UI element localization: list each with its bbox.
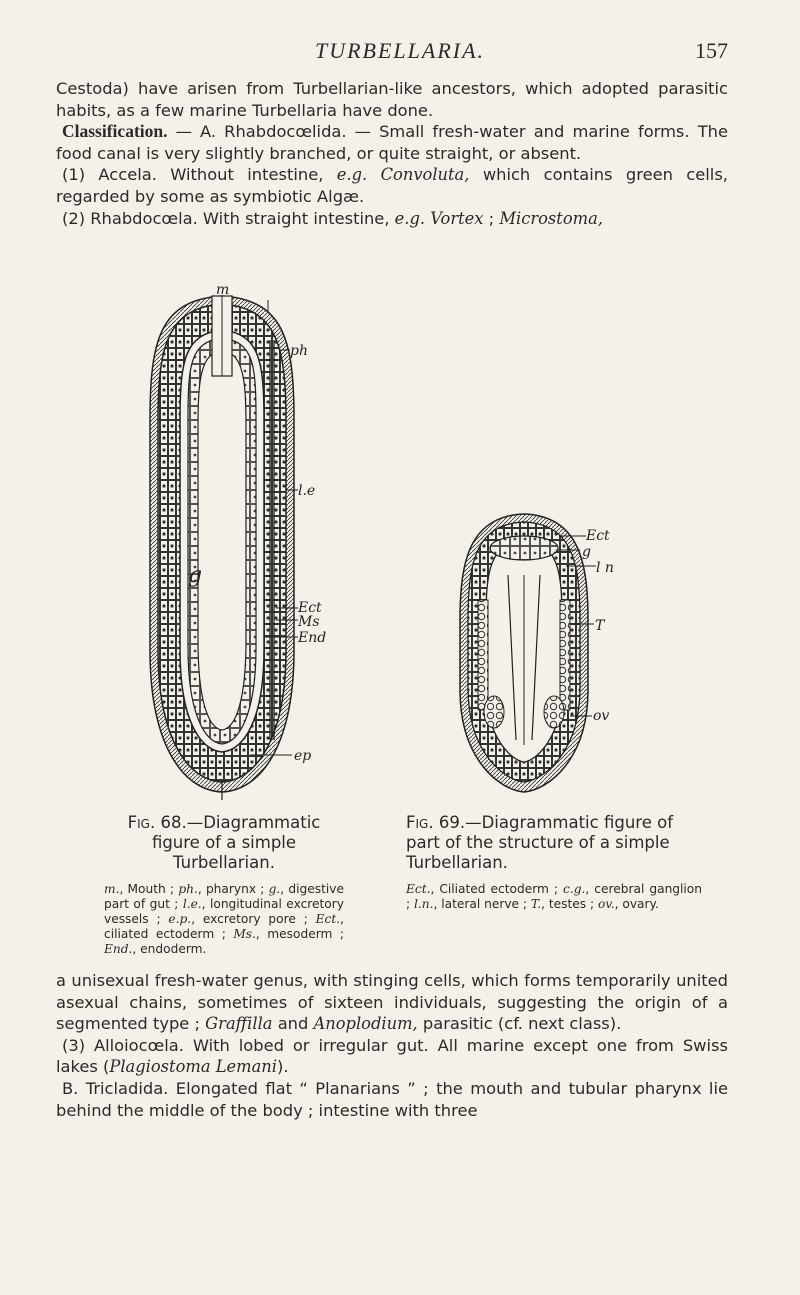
genus-anoplodium: Anoplodium,: [313, 1014, 418, 1034]
legend-text: , excretory pore ;: [191, 912, 316, 926]
legend-abbr: End.: [104, 942, 133, 956]
figure-69-caption: [406, 813, 702, 912]
caption-title-text: 68.—Diagrammatic figure of a simple Turbellarian.: [151, 813, 321, 872]
label-ov: ov: [593, 708, 610, 724]
legend-abbr: Ms.: [233, 927, 256, 941]
label-m: m: [216, 282, 230, 298]
legend-abbr: ov.: [597, 897, 615, 911]
figure-69-drawing: [460, 514, 596, 792]
label-t: T: [595, 618, 605, 634]
genus-microstoma: Microstoma,: [499, 208, 603, 228]
figure-68-drawing: [150, 296, 298, 800]
label-ln: l n: [596, 560, 614, 576]
label-g: g: [582, 544, 591, 560]
accela-text: (1) Accela. Without intestine,: [62, 165, 337, 185]
figure-69-legend: [406, 882, 702, 912]
eg-abbr: e.g.: [336, 165, 368, 185]
classification-heading: Classification.: [62, 121, 168, 142]
figure-69-caption-title: [406, 813, 702, 873]
paragraph-unisexual: [56, 970, 728, 1035]
genus-vortex: Vortex: [430, 208, 484, 228]
legend-text: , testes ;: [541, 897, 598, 911]
eg-abbr: e.g.: [394, 208, 426, 228]
running-title: TURBELLARIA.: [314, 38, 486, 63]
genus-convoluta: Convoluta,: [380, 165, 470, 185]
legend-abbr: e.p.: [168, 912, 192, 926]
alloiocoela-text-end: ).: [276, 1057, 289, 1077]
bottom-text-block: [56, 970, 728, 1121]
legend-text: , lateral nerve ;: [433, 897, 531, 911]
legend-abbr: c.g.: [563, 882, 586, 896]
legend-text: , pharynx ;: [197, 882, 269, 896]
paragraph-alloiocoela: [56, 1035, 728, 1078]
fig-word: Fig.: [406, 813, 434, 832]
separator: ;: [483, 208, 500, 228]
label-ph: ph: [290, 343, 308, 359]
unisexual-text-end: parasitic (cf. next class).: [417, 1014, 622, 1034]
figure-68-caption-title: [104, 813, 344, 873]
legend-text: , Ciliated ectoderm ;: [430, 882, 564, 896]
label-end: End: [298, 630, 327, 646]
legend-abbr: g.: [268, 882, 281, 896]
paragraph-intro: Cestoda) have arisen from Turbellarian-like ancestors, which adopted parasitic habits, as a few marine Turbellaria have done.: [56, 79, 728, 120]
label-g: g: [188, 563, 203, 588]
legend-text: , cerebral ganglion ;: [406, 882, 702, 911]
label-ms: Ms: [298, 614, 320, 630]
accela-text-end: which contains green cells, regarded by some as symbiotic Algæ.: [56, 165, 728, 206]
legend-text: , ciliated ectoderm ;: [104, 912, 344, 941]
alloiocoela-text: (3) Alloiocœla. With lobed or irregular gut. All marine except one from Swiss lakes (: [56, 1035, 728, 1077]
rhabdocoela-text: (2) Rhabdocœla. With straight intestine,: [62, 208, 395, 228]
unisexual-text: a unisexual fresh-water genus, with stinging cells, which forms temporarily united asexual chains, sometimes of sixteen individuals, suggesting the origin of a segmented type ;: [56, 971, 728, 1034]
conjunction: and: [272, 1014, 314, 1034]
legend-abbr: l.n.: [413, 897, 434, 911]
figure-68-caption: [104, 813, 344, 957]
legend-text: , Mouth ;: [119, 882, 179, 896]
legend-text: , endoderm.: [132, 942, 207, 956]
label-ect: Ect: [586, 528, 610, 544]
legend-text: , longitudinal excretory vessels ;: [104, 897, 344, 926]
paragraph-tricladida: B. Tricladida. Elongated flat “ Planarians ” ; the mouth and tubular pharynx lie behind the middle of the body ; intestine with three: [56, 1078, 728, 1120]
legend-text: , ovary.: [614, 897, 659, 911]
label-le: l.e: [298, 483, 316, 499]
classification-text: — A. Rhabdocœlida. — Small fresh-water and marine forms. The food canal is very slightly branched, or quite straight, or absent.: [56, 122, 728, 163]
legend-abbr: m.: [104, 882, 120, 896]
label-ect: Ect: [298, 600, 322, 616]
caption-title-text: 69.—Diagrammatic figure of part of the structure of a simple Turbellarian.: [406, 813, 674, 872]
fig-word: Fig.: [127, 813, 156, 832]
legend-abbr: l.e.: [182, 897, 202, 911]
legend-abbr: ph.: [178, 882, 198, 896]
legend-text: , mesoderm ;: [255, 927, 344, 941]
page-number: 157: [695, 38, 728, 63]
genus-graffilla: Graffilla: [205, 1014, 273, 1034]
figure-68-legend: [104, 882, 344, 957]
legend-abbr: T.: [530, 897, 542, 911]
legend-abbr: Ect.: [406, 882, 431, 896]
legend-text: , digestive part of gut ;: [104, 882, 344, 911]
legend-abbr: Ect.: [315, 912, 341, 926]
label-ep: ep: [294, 748, 312, 764]
species-plagiostoma: Plagiostoma Lemani: [109, 1057, 277, 1077]
